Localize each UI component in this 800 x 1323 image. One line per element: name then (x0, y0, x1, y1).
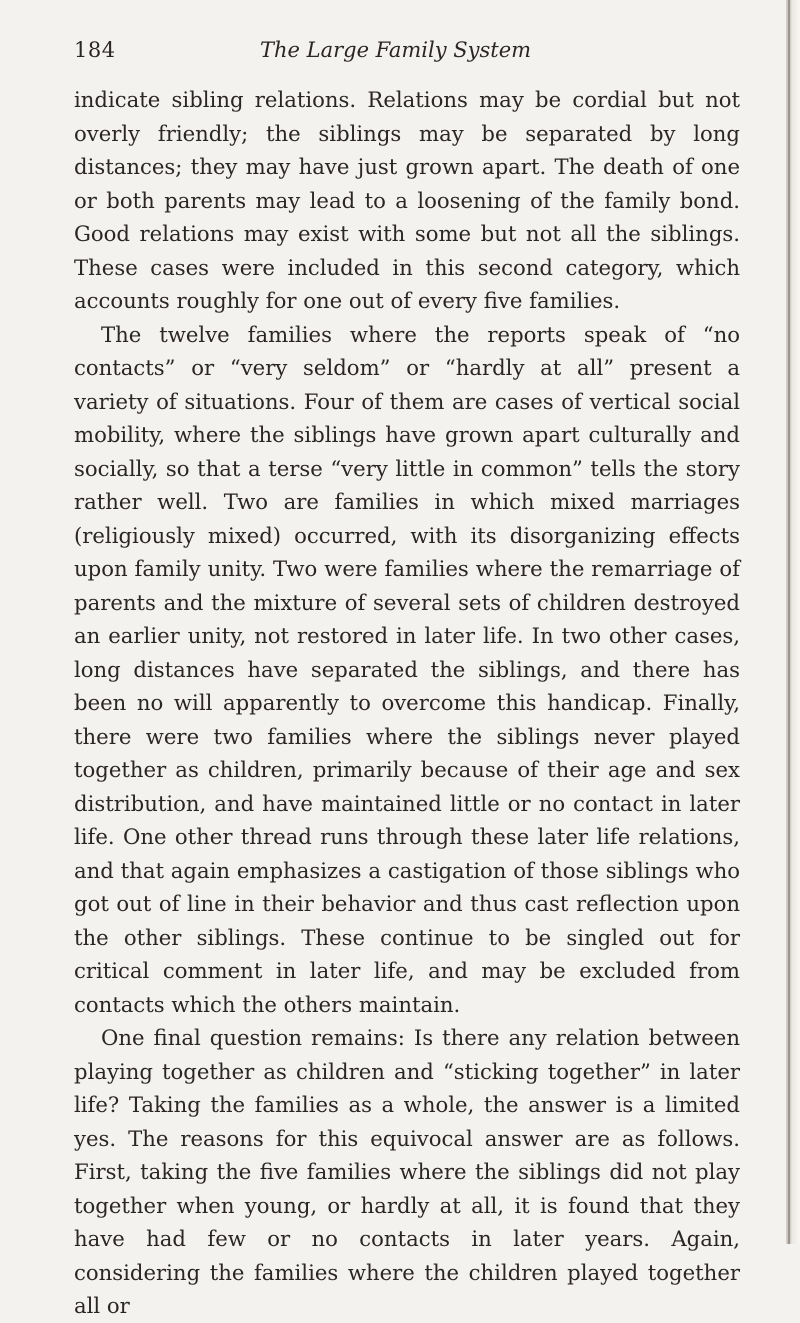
paragraph: One final question remains: Is there any relation between playing together as children and “sticking together” in later life? Taking the families as a whole, the answer is a limited yes. The reasons for this equivocal answer are as follows. First, taking the five families where the siblings did not play together when young, or hardly at all, it is found that they have had few or no contacts in later years. Again, considering the families where the children played together all or (74, 1025, 740, 1318)
page-header (74, 38, 740, 74)
body-text (74, 83, 740, 1323)
page-edge (786, 0, 800, 1244)
running-head: The Large Family System (260, 38, 532, 62)
paragraph: indicate sibling relations. Relations may be cordial but not overly friendly; the siblings may be separated by long distances; they may have just grown apart. The death of one or both parents may lead to a loosening of the family bond. Good relations may exist with some but not all the siblings. These cases were included in this second category, which accounts roughly for one out of every five families. (74, 87, 740, 313)
paragraph: The twelve families where the reports speak of “no contacts” or “very seldom” or “hardly at all” present a variety of situations. Four of them are cases of vertical social mobility, where the siblings have grown apart culturally and socially, so that a terse “very little in common” tells the story rather well. Two are families in which mixed marriages (religiously mixed) occurred, with its disorganizing effects upon family unity. Two were families where the remarriage of parents and the mixture of several sets of children destroyed an earlier unity, not restored in later life. In two other cases, long distances have separated the siblings, and there has been no will apparently to overcome this handicap. Finally, there were two families where the siblings never played together as children, primarily because of their age and sex distribution, and have maintained little or no contact in later life. One other thread runs through these later life relations, and that again emphasizes a castigation of those siblings who got out of line in their behavior and thus cast reflection upon the other siblings. These continue to be singled out for critical comment in later life, and may be excluded from contacts which the others maintain. (74, 321, 740, 1017)
page-number: 184 (74, 38, 116, 62)
